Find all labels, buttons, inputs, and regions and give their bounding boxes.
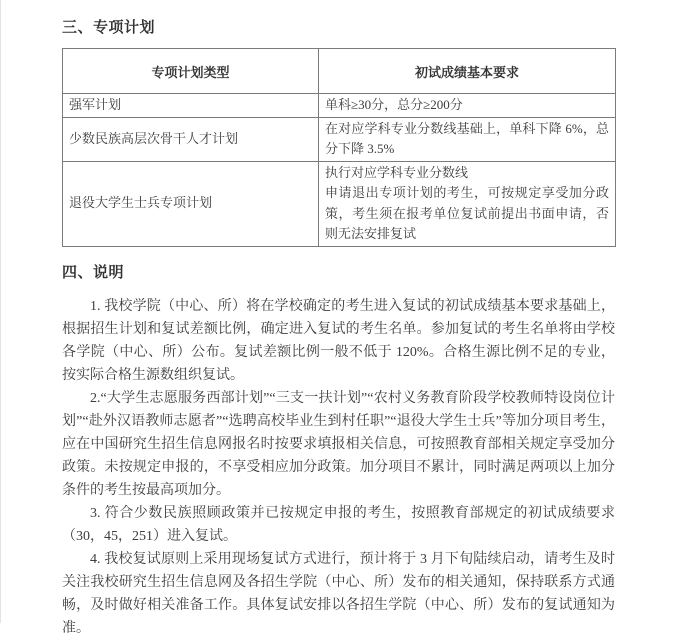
table-row [63,161,616,246]
table-row [63,117,616,161]
section-heading-special-plans: 三、专项计划 [62,19,156,36]
cell-plan-type: 强军计划 [63,94,319,118]
notes-paragraphs [62,295,615,640]
table-header-row [63,49,616,94]
column-header-score-requirement: 初试成绩基本要求 [319,49,616,94]
note-paragraph-3: 3. 符合少数民族照顾政策并已按规定申报的考生，按照教育部规定的初试成绩要求（30，45，251）进入复试。 [62,505,615,544]
requirement-line: 执行对应学科专业分数线 [325,164,469,180]
column-header-plan-type: 专项计划类型 [63,49,319,94]
note-paragraph-4: 4. 我校复试原则上采用现场复试方式进行，预计将于 3 月下旬陆续启动，请考生及时关注我校研究生招生信息网及各招生学院（中心、所）发布的相关通知，保持联系方式通畅，及时做好相关准备工作。具体复试安排以各招生学院（中心、所）发布的复试通知为准。 [62,551,615,636]
cell-requirement: 单科≥30分，总分≥200分 [319,94,616,118]
cell-requirement: 在对应学科专业分数线基础上，单科下降 6%，总分下降 3.5% [319,117,616,161]
note-paragraph-1: 1. 我校学院（中心、所）将在学校确定的考生进入复试的初试成绩基本要求基础上，根据招生计划和复试差额比例，确定进入复试的考生名单。参加复试的考生名单将由学校各学院（中心、所）公布。复试差额比例一般不低于 120%。合格生源比例不足的专业，按实际合格生源数组织复试。 [62,298,615,383]
cell-requirement [319,161,616,246]
section-heading-notes: 四、说明 [62,263,125,281]
note-paragraph-2: 2.“大学生志愿服务西部计划”“三支一扶计划”“农村义务教育阶段学校教师特设岗位计划”“赴外汉语教师志愿者”“选聘高校毕业生到村任职”“退役大学生士兵”等加分项目考生，应在中国研究生招生信息网报名时按要求填报相关信息，可按照教育部相关规定享受加分政策。未按规定申报的，不享受相应加分政策。加分项目不累计，同时满足两项以上加分条件的考生按最高项加分。 [62,390,615,498]
cell-plan-type: 退役大学生士兵专项计划 [63,161,319,246]
cell-plan-type: 少数民族高层次骨干人才计划 [63,117,319,161]
special-plan-table [62,48,616,247]
table-row [63,94,616,118]
requirement-line: 申请退出专项计划的考生，可按规定享受加分政策，考生须在报考单位复试前提出书面申请，否则无法安排复试 [325,185,609,241]
